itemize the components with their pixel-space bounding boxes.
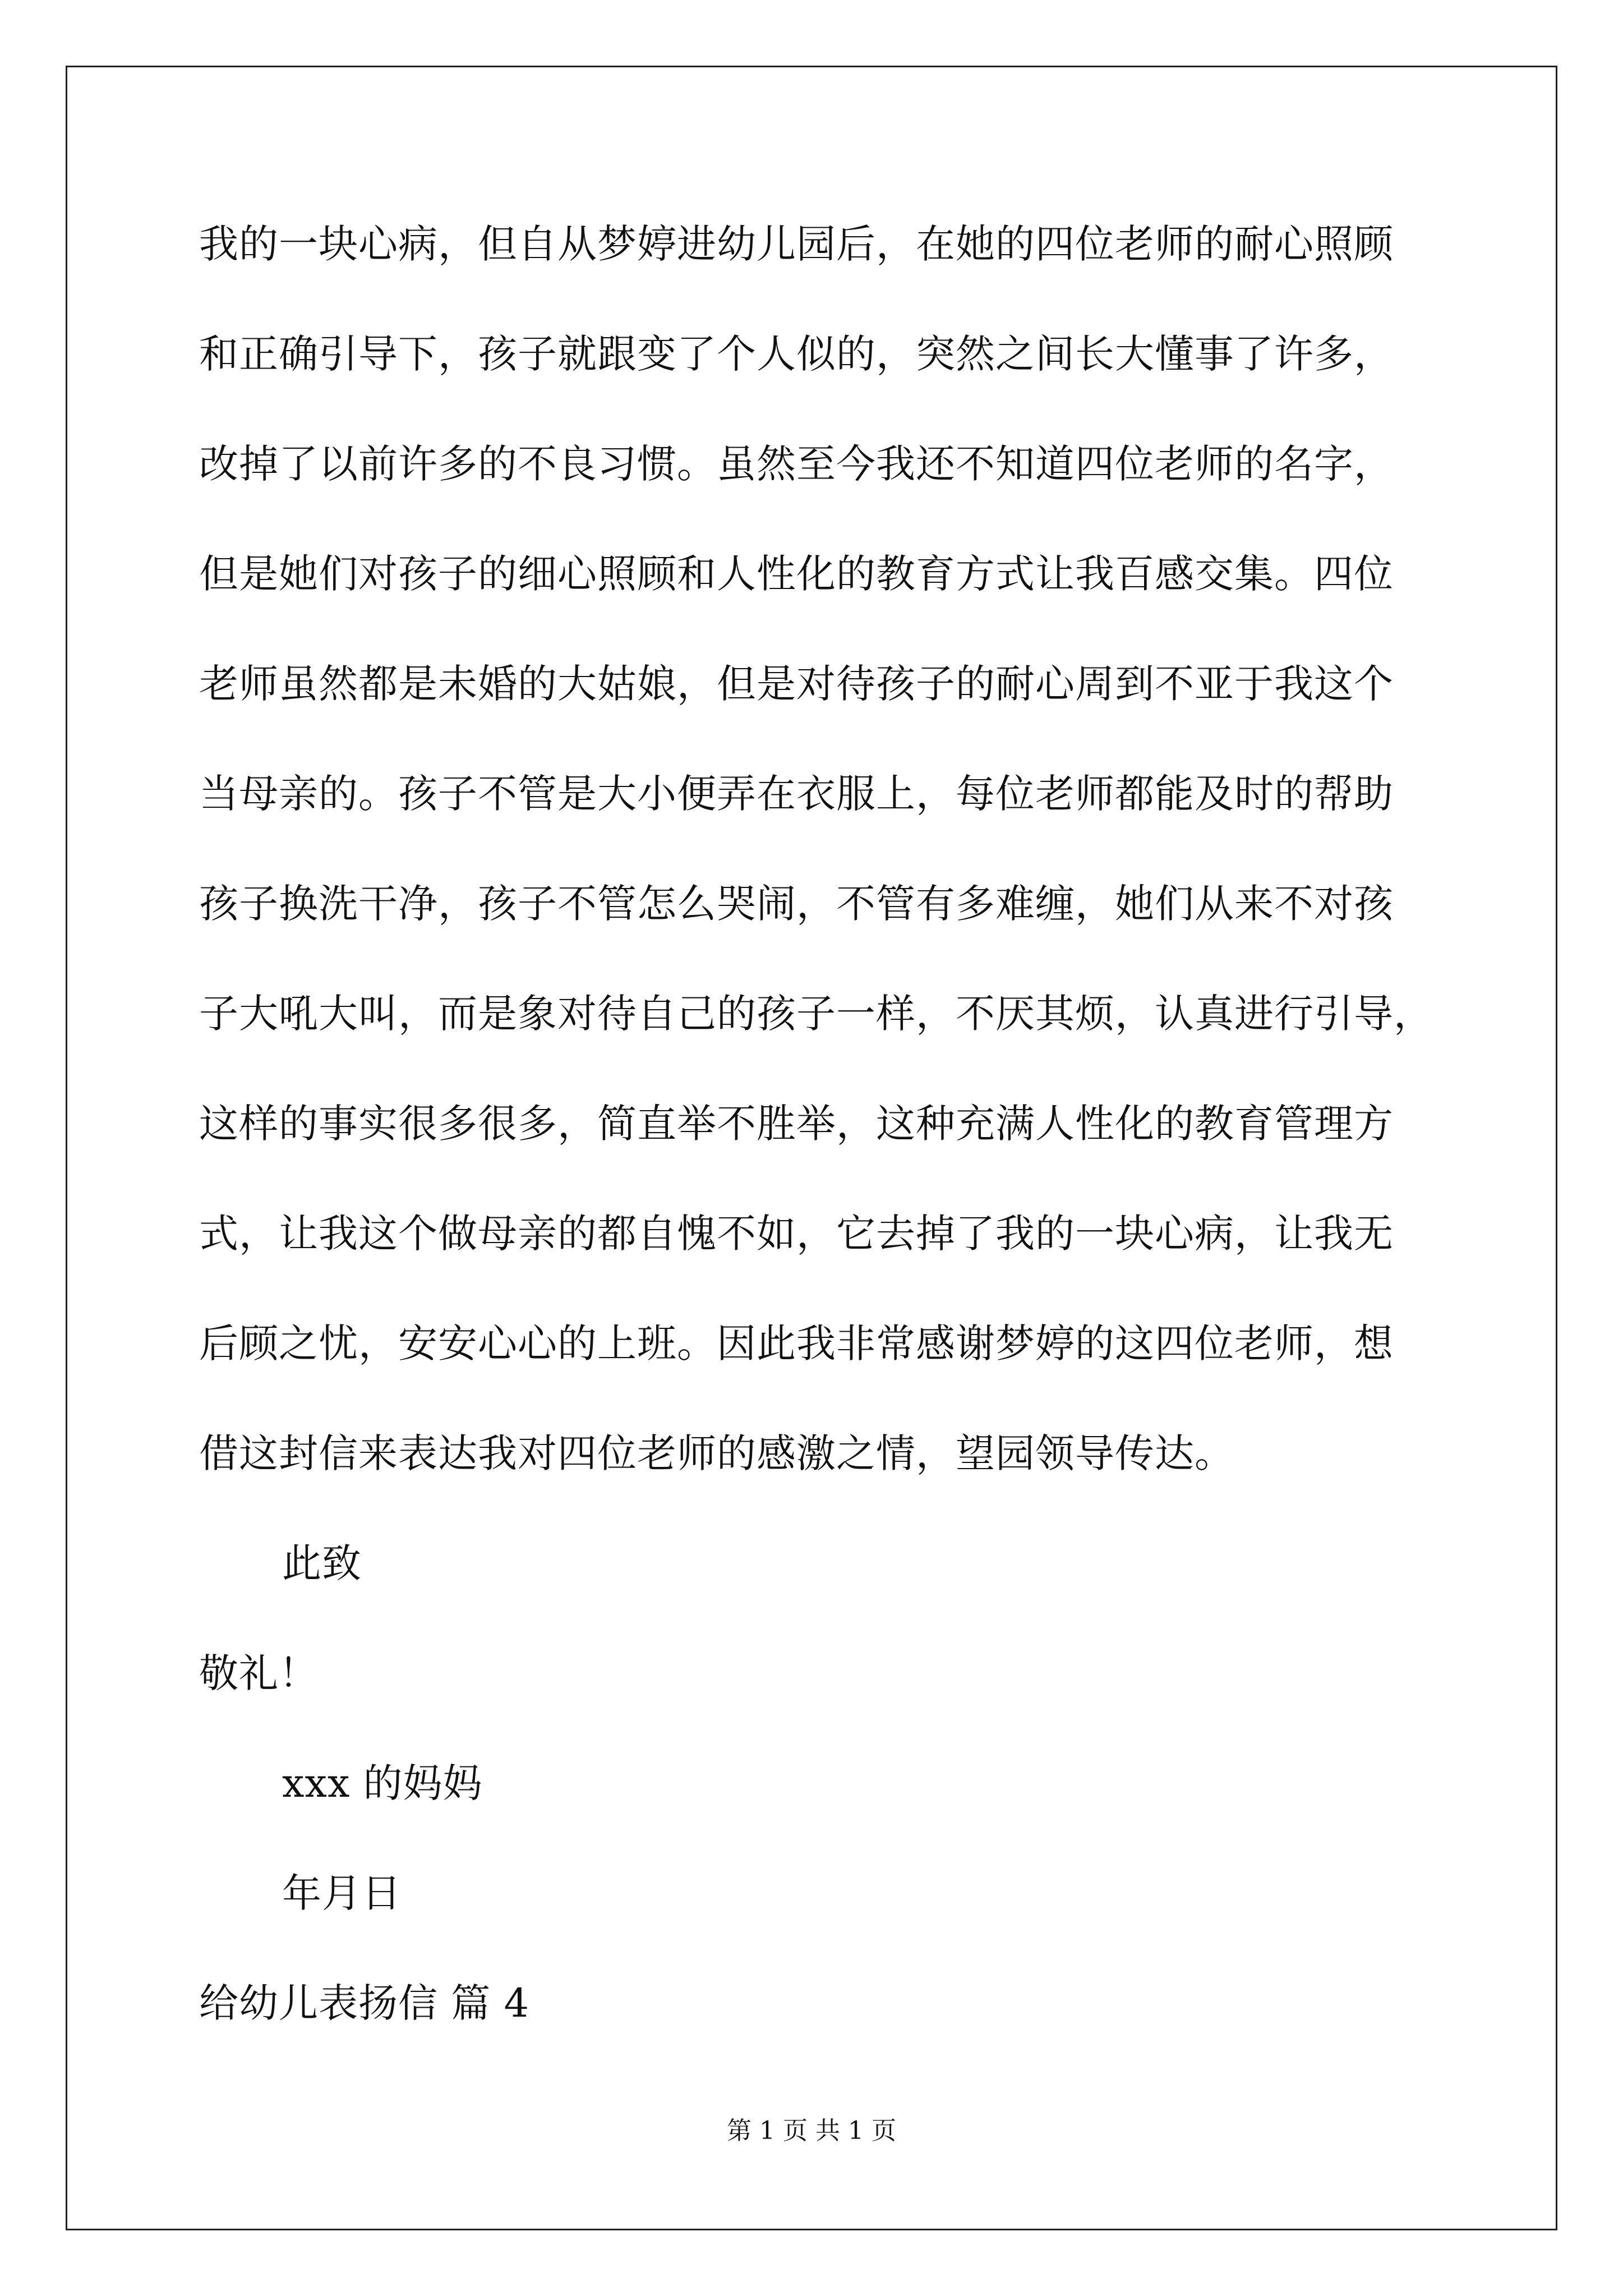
salutation-jingli: 敬礼！: [199, 1650, 319, 1696]
body-line-10: 式，让我这个做母亲的都自愧不如，它去掉了我的一块心病，让我无: [199, 1211, 1394, 1257]
body-line-9: 这样的事实很多很多，简直举不胜举，这种充满人性化的教育管理方: [199, 1101, 1394, 1147]
body-line-2: 和正确引导下，孩子就跟变了个人似的，突然之间长大懂事了许多，: [199, 331, 1394, 377]
signature: xxx 的妈妈: [282, 1760, 483, 1806]
body-line-7: 孩子换洗干净，孩子不管怎么哭闹，不管有多难缠，她们从来不对孩: [199, 881, 1394, 927]
body-line-6: 当母亲的。孩子不管是大小便弄在衣服上，每位老师都能及时的帮助: [199, 771, 1394, 817]
letter-date: 年月日: [282, 1870, 402, 1916]
page-footer: 第 1 页 共 1 页: [727, 2116, 896, 2145]
body-line-8: 子大吼大叫，而是象对待自己的孩子一样，不厌其烦，认真进行引导，: [199, 991, 1433, 1037]
body-line-4: 但是她们对孩子的细心照顾和人性化的教育方式让我百感交集。四位: [199, 551, 1394, 597]
salutation-cizhi: 此致: [282, 1540, 362, 1586]
body-line-5: 老师虽然都是未婚的大姑娘，但是对待孩子的耐心周到不亚于我这个: [199, 661, 1394, 707]
body-line-3: 改掉了以前许多的不良习惯。虽然至今我还不知道四位老师的名字，: [199, 441, 1394, 487]
body-line-1: 我的一块心病，但自从梦婷进幼儿园后，在她的四位老师的耐心照顾: [199, 221, 1394, 267]
body-line-12: 借这封信来表达我对四位老师的感激之情，望园领导传达。: [199, 1430, 1234, 1476]
body-line-11: 后顾之忧，安安心心的上班。因此我非常感谢梦婷的这四位老师，想: [199, 1320, 1394, 1366]
section-heading: 给幼儿表扬信 篇 4: [199, 1980, 530, 2026]
